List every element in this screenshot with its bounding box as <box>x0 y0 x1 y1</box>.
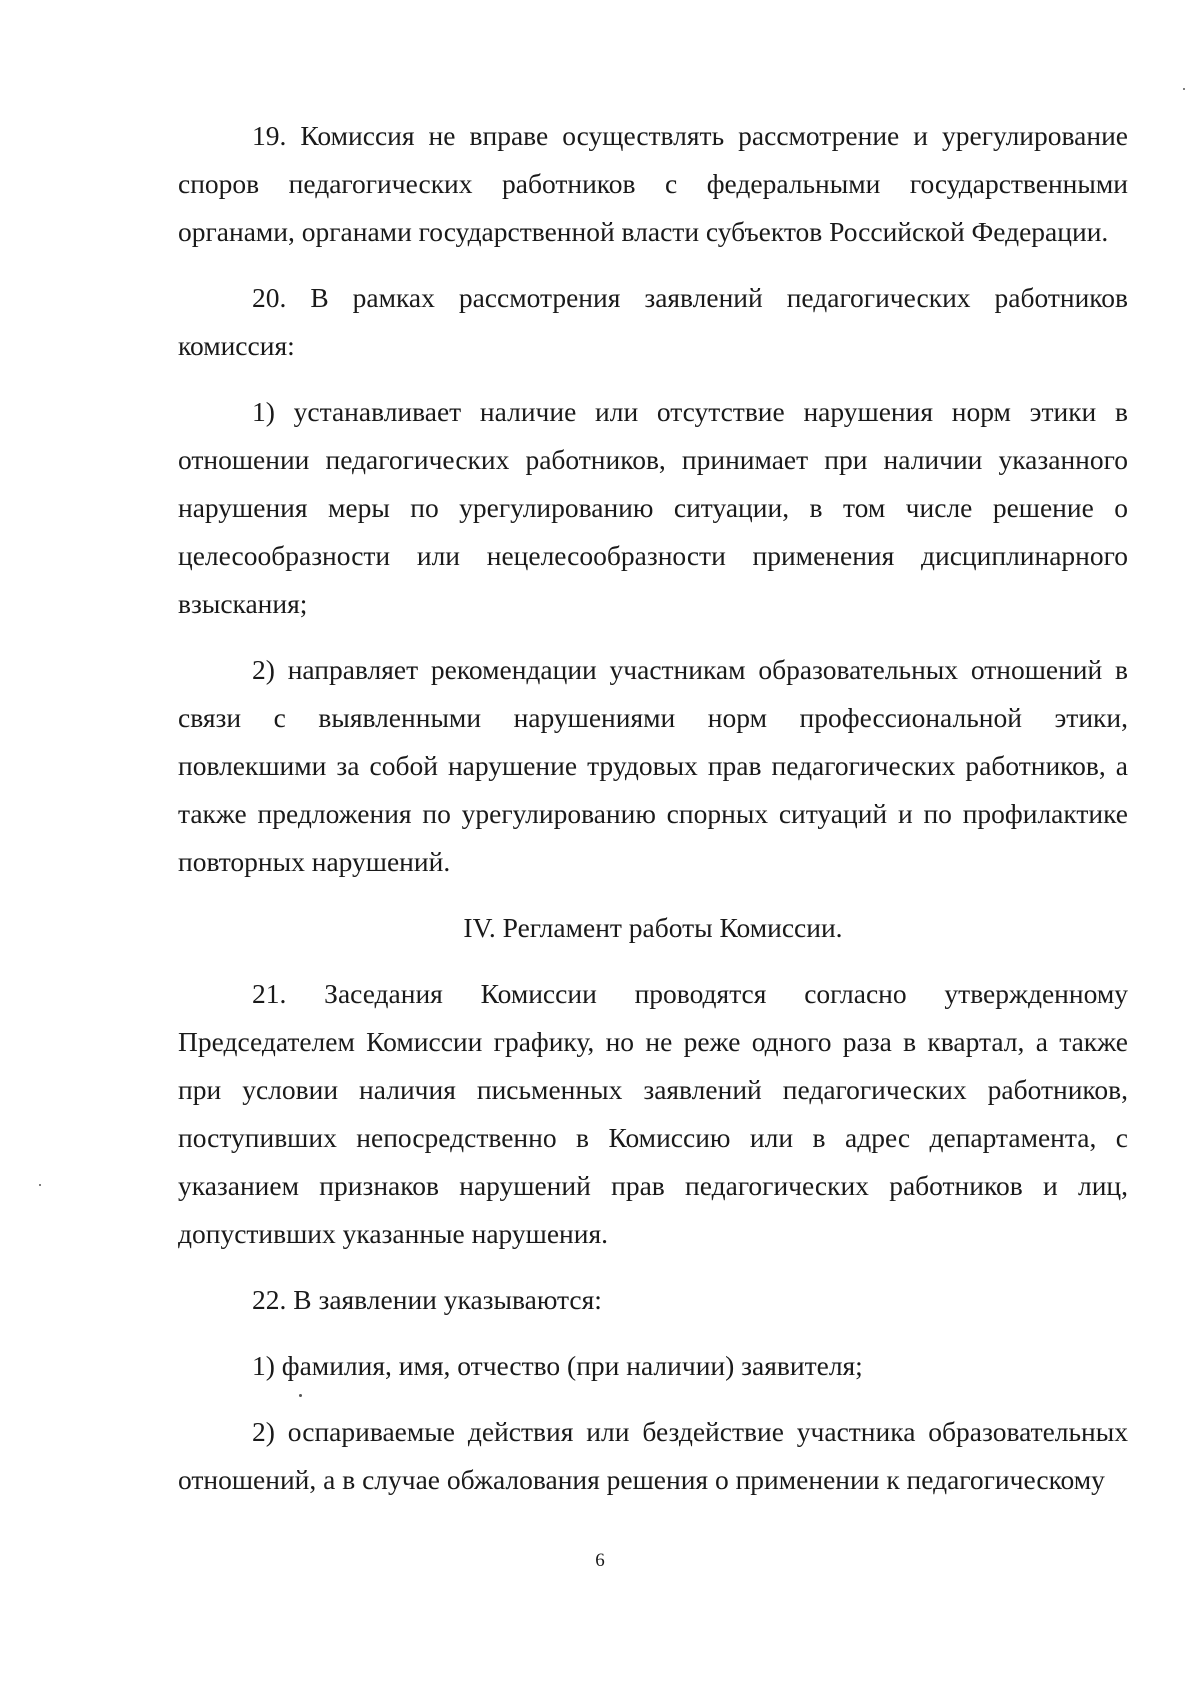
paragraph-20: 20. В рамках рассмотрения заявлений педагогических работников комиссия: <box>178 282 1128 361</box>
page-number: 6 <box>595 1550 605 1571</box>
scan-speck <box>299 1394 302 1397</box>
section-heading: IV. Регламент работы Комиссии. <box>463 912 843 943</box>
paragraph-21: 21. Заседания Комиссии проводятся согласно утвержденному Председателем Комиссии графику, но не реже одного раза в квартал, а также при условии наличия письменных заявлений педагогических работников, поступивших непосредственно в Комиссию или в адрес департамента, с указанием признаков нарушений прав педагогических работников и лиц, допустивших указанные нарушения. <box>178 978 1128 1249</box>
paragraph-22-item-2: 2) оспариваемые действия или бездействие участника образовательных отношений, а в случае обжалования решения о применении к педагогическому <box>178 1416 1128 1495</box>
paragraph-19: 19. Комиссия не вправе осуществлять рассмотрение и урегулирование споров педагогических работников с федеральными государственными органами, органами государственной власти субъектов Российской Федерации. <box>178 120 1128 247</box>
document-body <box>178 112 1128 1504</box>
paragraph-20-item-2: 2) направляет рекомендации участникам образовательных отношений в связи с выявленными нарушениями норм профессиональной этики, повлекшими за собой нарушение трудовых прав педагогических работников, а также предложения по урегулированию спорных ситуаций и по профилактике повторных нарушений. <box>178 654 1128 877</box>
paragraph-22-item-1: 1) фамилия, имя, отчество (при наличии) заявителя; <box>252 1350 863 1381</box>
paragraph-22: 22. В заявлении указываются: <box>252 1284 602 1315</box>
paragraph-20-item-1: 1) устанавливает наличие или отсутствие нарушения норм этики в отношении педагогических работников, принимает при наличии указанного нарушения меры по урегулированию ситуации, в том числе решение о целесообразности или нецелесообразности применения дисциплинарного взыскания; <box>178 396 1128 619</box>
scan-speck <box>39 1184 41 1186</box>
scan-speck <box>1183 88 1185 90</box>
